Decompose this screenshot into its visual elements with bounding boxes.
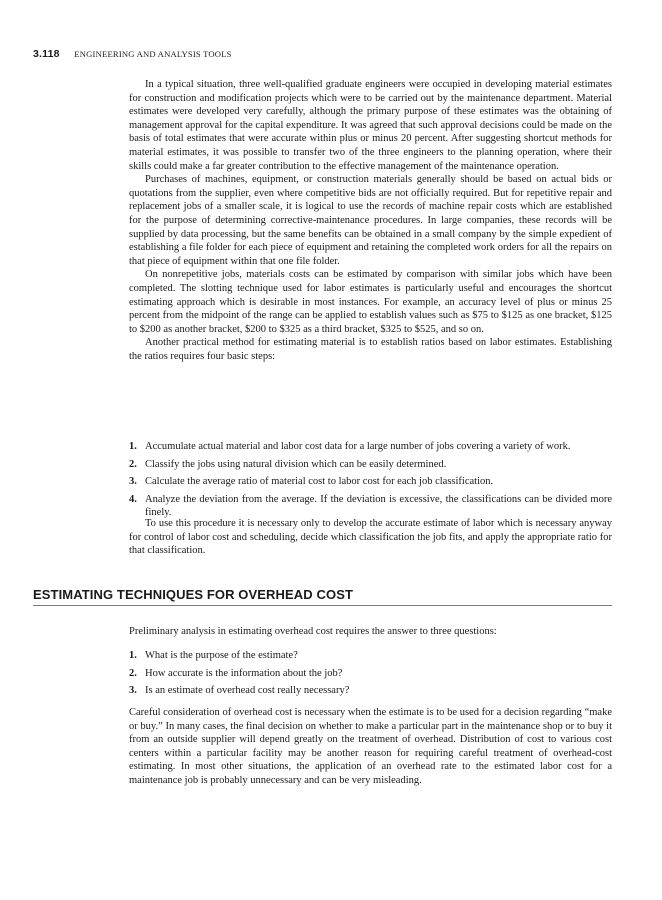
section-heading: ESTIMATING TECHNIQUES FOR OVERHEAD COST <box>33 587 612 606</box>
list-item-text: Is an estimate of overhead cost really necessary? <box>145 685 350 697</box>
list-item-number: 3. <box>129 685 137 697</box>
paragraph: Careful consideration of overhead cost is necessary when the estimate is to be used for a decision regarding “make or buy.” In many cases, the final decision on whether to make a particular part in the maintenance shop or to buy it from an outside supplier will depend greatly on the treatment of overhead. Distribution of cost to various cost centers within a particular facility may be another reason for requiring careful treatment of overhead-cost estimating. In most other situations, the application of an overhead rate to the estimated labor cost for a maintenance job is probably unnecessary and can be very misleading. <box>129 707 612 786</box>
body-text-after-steps <box>129 517 612 558</box>
list-item <box>129 684 612 698</box>
paragraph: Purchases of machines, equipment, or construction materials generally should be based on actual bids or quotations from the supplier, even where competitive bids are not officially required. But for repetitive repair and replacement jobs of a smaller scale, it is logical to use the records of machine repair costs which are established for the purpose of determining corrective-maintenance procedures. In large companies, these records will be supplied by data processing, but the same benefits can be obtained in a small company by the simple expedient of establishing a file folder for each piece of equipment and retaining the completed work orders for all the repairs on that piece of equipment within that one file folder. <box>129 174 612 267</box>
paragraph: Another practical method for estimating material is to establish ratios based on labor estimates. Establishing the ratios requires four basic steps: <box>129 337 612 362</box>
list-item-number: 2. <box>129 458 137 470</box>
list-item-text: Analyze the deviation from the average. If the deviation is excessive, the classifications can be divided more finely. <box>145 493 612 519</box>
paragraph: On nonrepetitive jobs, materials costs can be estimated by comparison with similar jobs which have been completed. The slotting technique used for labor estimates is particularly useful and encourages the shortcut estimating approach which is desirable in most instances. For example, an accuracy level of plus or minus 25 percent from the midpoint of the range can be applied to establish values such as $75 to $125 as one bracket, $125 to $200 as another bracket, $200 to $325 as a third bracket, $325 to $525, and so on. <box>129 269 612 335</box>
steps-list <box>129 440 612 520</box>
list-item <box>129 667 612 681</box>
list-item-number: 1. <box>129 650 137 661</box>
paragraph: Preliminary analysis in estimating overhead cost requires the answer to three questions: <box>129 626 497 637</box>
list-item <box>129 440 612 454</box>
overhead-conclusion-block <box>129 706 612 788</box>
running-head <box>33 48 232 60</box>
list-item-text: How accurate is the information about the job? <box>145 667 343 679</box>
list-item-text: Calculate the average ratio of material cost to labor cost for each job classification. <box>145 476 494 488</box>
questions-list-block <box>129 649 612 702</box>
paragraph: To use this procedure it is necessary only to develop the accurate estimate of labor which is necessary anyway for control of labor cost and scheduling, decide which classification the job fits, and apply the appropriate ratio for that classification. <box>129 518 612 557</box>
list-item-number: 1. <box>129 441 137 452</box>
list-item-text: Accumulate actual material and labor cost data for a large number of jobs covering a variety of work. <box>145 441 571 452</box>
running-head-title: ENGINEERING AND ANALYSIS TOOLS <box>74 49 232 59</box>
list-item-number: 4. <box>129 493 137 505</box>
list-item <box>129 475 612 489</box>
overhead-intro-block <box>129 625 612 639</box>
page-number: 3.118 <box>33 48 60 60</box>
steps-list-block <box>129 440 612 524</box>
list-item-text: What is the purpose of the estimate? <box>145 650 298 661</box>
paragraph: In a typical situation, three well-qualified graduate engineers were occupied in developing material estimates for construction and modification projects which were to be carried out by the maintenance department. Material estimates were developed very carefully, although the primary purpose of these estimates was the obtaining of management approval for the capital expenditure. It was agreed that such approval decisions could be made on the basis of total estimates that were accurate within plus or minus 20 percent. After suggesting shortcut methods for material estimates, it was possible to transfer two of the three engineers to the planning operation, where their skills could make a far greater contribution to the effective management of the maintenance operation. <box>129 79 612 172</box>
list-item-text: Classify the jobs using natural division which can be easily determined. <box>145 458 447 470</box>
body-text-top <box>129 78 612 363</box>
questions-list <box>129 649 612 698</box>
list-item <box>129 493 612 520</box>
list-item <box>129 649 612 663</box>
list-item <box>129 458 612 472</box>
list-item-number: 3. <box>129 476 137 488</box>
list-item-number: 2. <box>129 667 137 679</box>
